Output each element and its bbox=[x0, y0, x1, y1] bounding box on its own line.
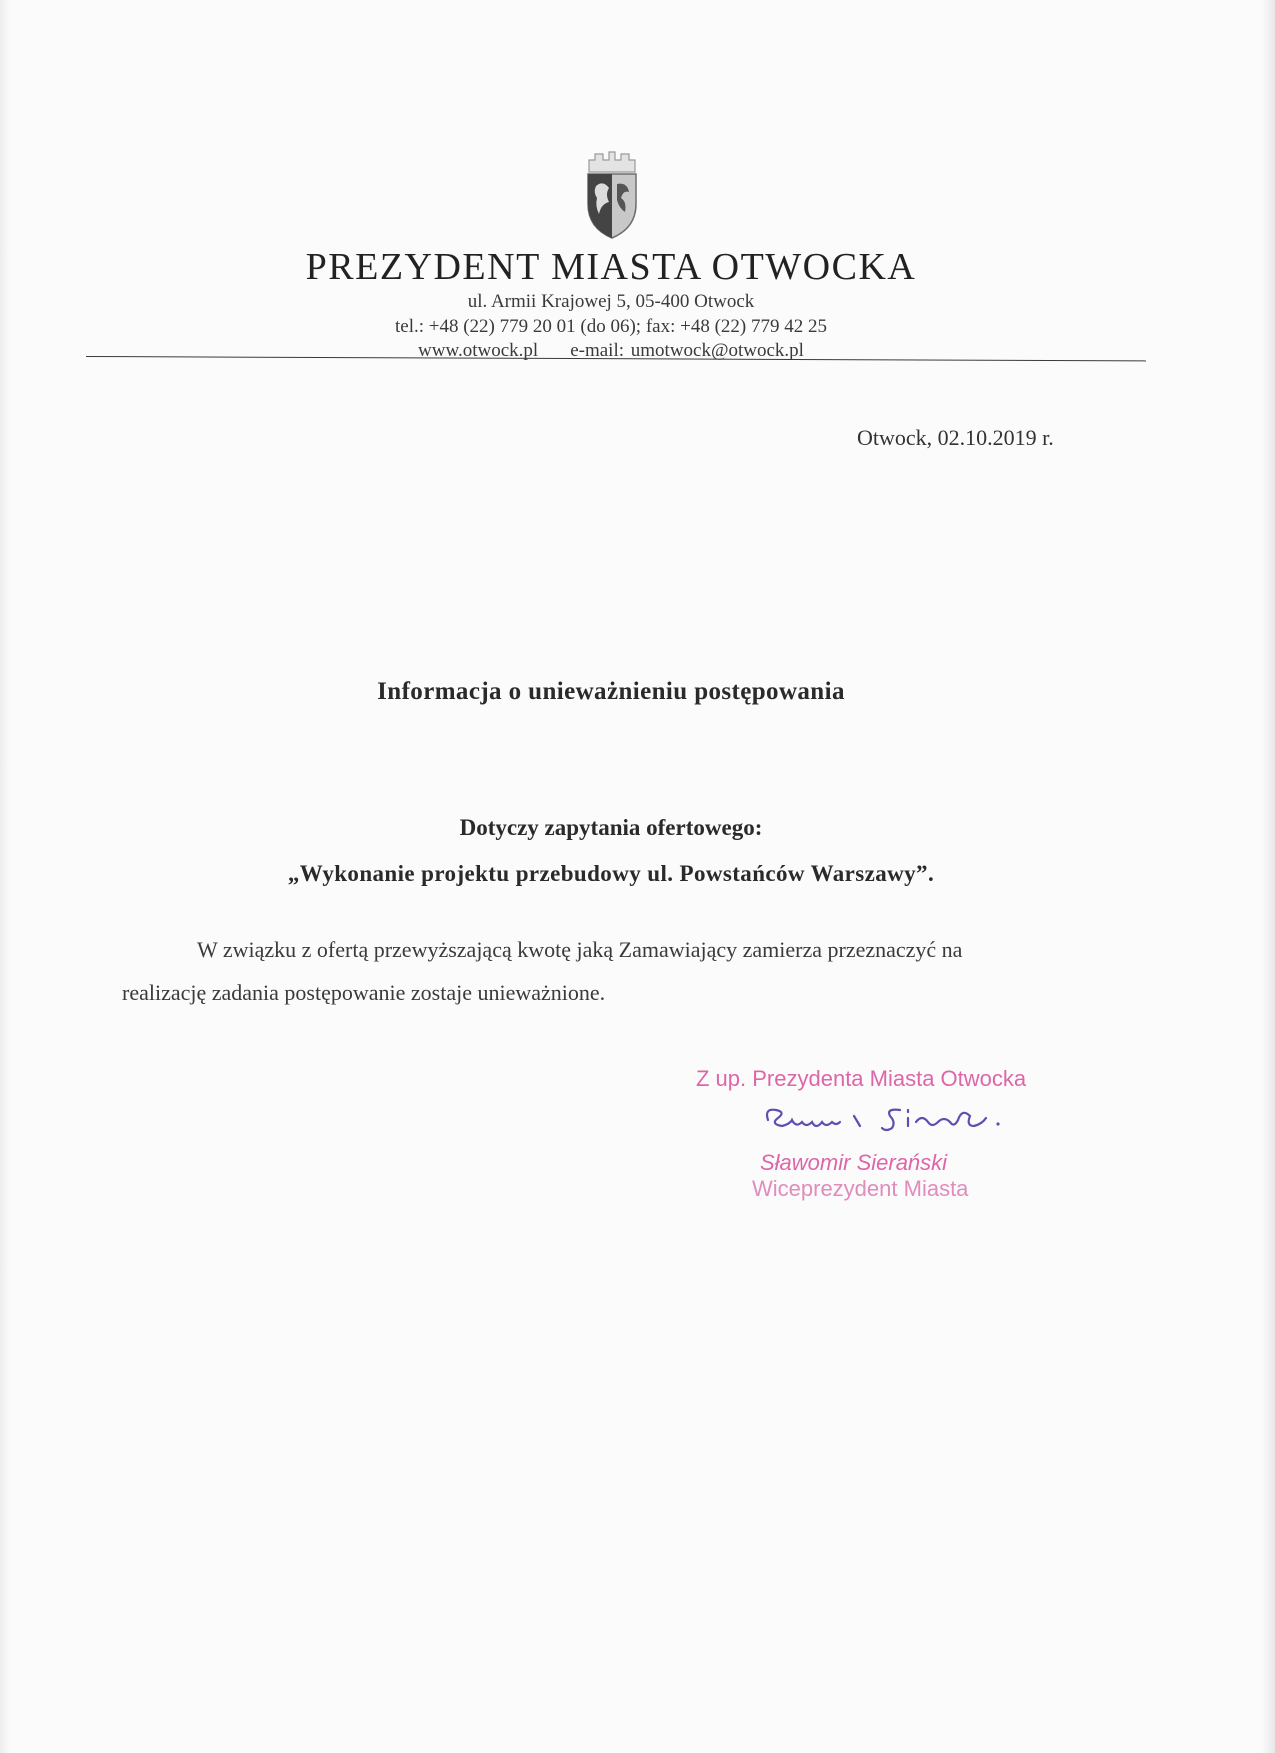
signatory-role: Wiceprezydent Miasta bbox=[752, 1176, 969, 1201]
body-paragraph-line-2: realizację zadania postępowanie zostaje unieważnione. bbox=[122, 980, 606, 1005]
signature-on-behalf: Z up. Prezydenta Miasta Otwocka bbox=[696, 1066, 1027, 1091]
handwritten-signature bbox=[760, 1094, 1040, 1144]
header-title: PREZYDENT MIASTA OTWOCKA bbox=[305, 246, 917, 288]
header-address: ul. Armii Krajowej 5, 05-400 Otwock bbox=[467, 291, 755, 312]
concerns-label: Dotyczy zapytania ofertowego: bbox=[459, 815, 763, 840]
header-email-link[interactable]: e-mail: umotwock@otwock.pl bbox=[570, 340, 804, 361]
document-title: Informacja o unieważnieniu postępowania bbox=[377, 678, 845, 705]
city-crest-icon bbox=[583, 150, 641, 240]
header-website-link[interactable]: www.otwock.pl bbox=[418, 340, 539, 361]
scan-edge-right bbox=[1261, 0, 1275, 1753]
signatory-name: Sławomir Sierański bbox=[760, 1150, 948, 1175]
document-date: Otwock, 02.10.2019 r. bbox=[857, 425, 1054, 450]
header-phone-fax: tel.: +48 (22) 779 20 01 (do 06); fax: +48 (22) 779 42 25 bbox=[395, 316, 827, 337]
body-paragraph-line-1: W związku z ofertą przewyższającą kwotę jaką Zamawiający zamierza przeznaczyć na bbox=[197, 937, 963, 962]
concerns-subject: „Wykonanie projektu przebudowy ul. Powstańców Warszawy”. bbox=[287, 861, 935, 886]
